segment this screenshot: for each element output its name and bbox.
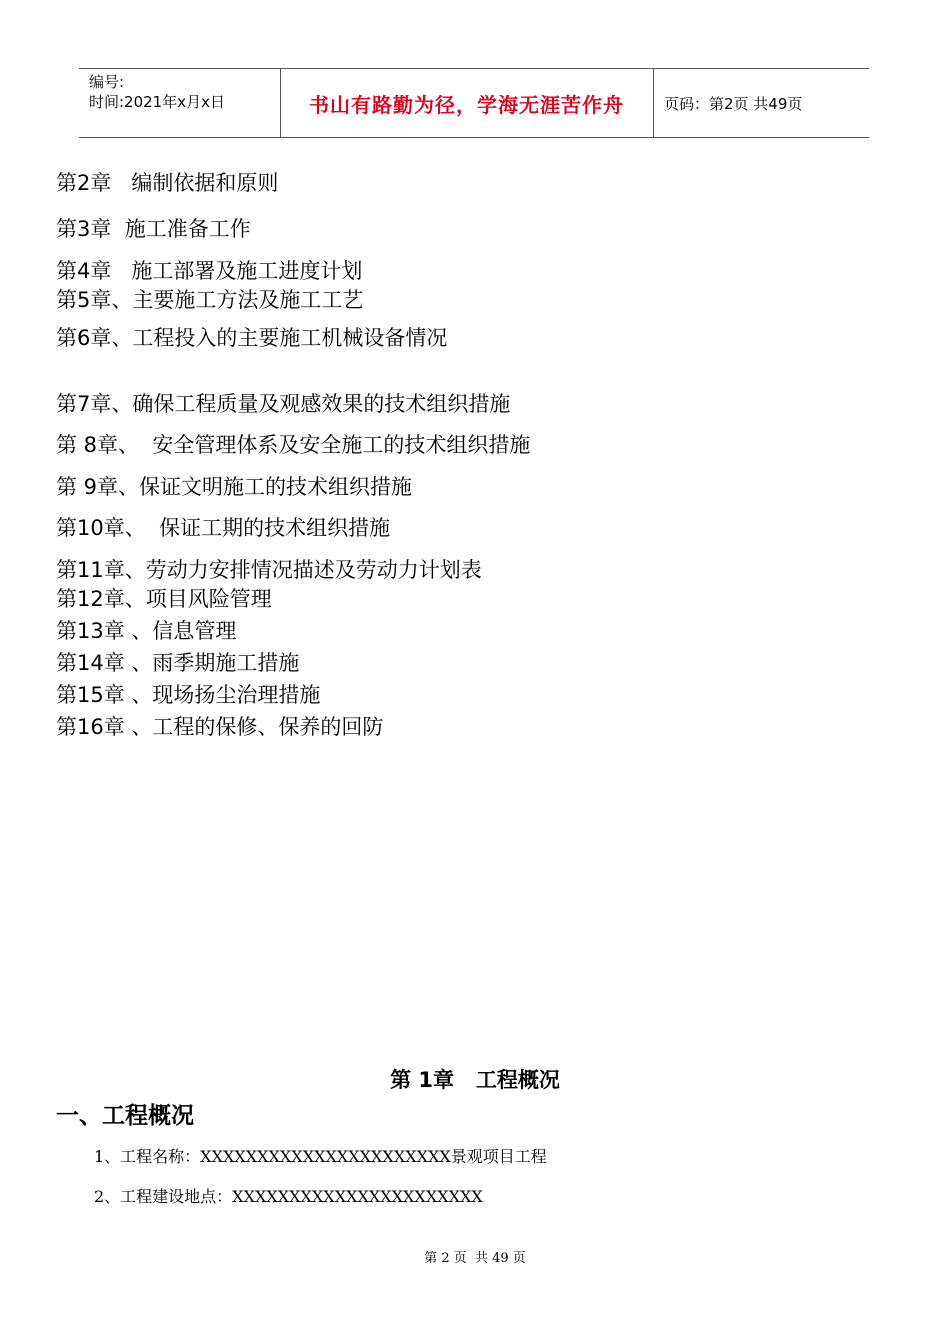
toc-item: 第10章、 保证工期的技术组织措施	[56, 516, 391, 540]
toc-item: 第15章 、现场扬尘治理措施	[56, 683, 321, 707]
toc-item: 第16章 、工程的保修、保养的回防	[56, 715, 384, 739]
toc-item: 第7章、确保工程质量及观感效果的技术组织措施	[56, 392, 511, 416]
list-item: 1、工程名称：XXXXXXXXXXXXXXXXXXXXXX景观项目工程	[94, 1147, 547, 1166]
page-info: 页码：第2页 共49页	[664, 95, 803, 113]
toc-item: 第14章 、雨季期施工措施	[56, 651, 300, 675]
toc-item: 第4章 施工部署及施工进度计划	[56, 259, 363, 283]
toc-item: 第 8章、 安全管理体系及安全施工的技术组织措施	[56, 433, 531, 457]
toc-item: 第13章 、信息管理	[56, 619, 237, 643]
toc-item: 第11章、劳动力安排情况描述及劳动力计划表	[56, 558, 482, 582]
header-motto-cell	[280, 69, 654, 137]
chapter-title: 第 1章 工程概况	[390, 1068, 560, 1092]
date-label: 时间:2021年x月x日	[89, 93, 225, 111]
header-meta-cell	[79, 69, 281, 137]
toc-item: 第 9章、保证文明施工的技术组织措施	[56, 475, 413, 499]
header-page-cell	[654, 69, 869, 137]
number-label: 编号:	[89, 73, 125, 91]
toc-item: 第6章、工程投入的主要施工机械设备情况	[56, 326, 448, 350]
list-item: 2、工程建设地点：XXXXXXXXXXXXXXXXXXXXXX	[94, 1187, 483, 1206]
section-title: 一、工程概况	[56, 1103, 194, 1129]
toc-item: 第2章 编制依据和原则	[56, 171, 279, 195]
toc-item: 第5章、主要施工方法及施工工艺	[56, 288, 364, 312]
page-header	[79, 68, 869, 138]
toc-item: 第3章 施工准备工作	[56, 217, 251, 241]
motto: 书山有路勤为径，学海无涯苦作舟	[309, 93, 624, 117]
page-footer: 第 2 页 共 49 页	[424, 1251, 526, 1266]
toc-item: 第12章、项目风险管理	[56, 587, 272, 611]
